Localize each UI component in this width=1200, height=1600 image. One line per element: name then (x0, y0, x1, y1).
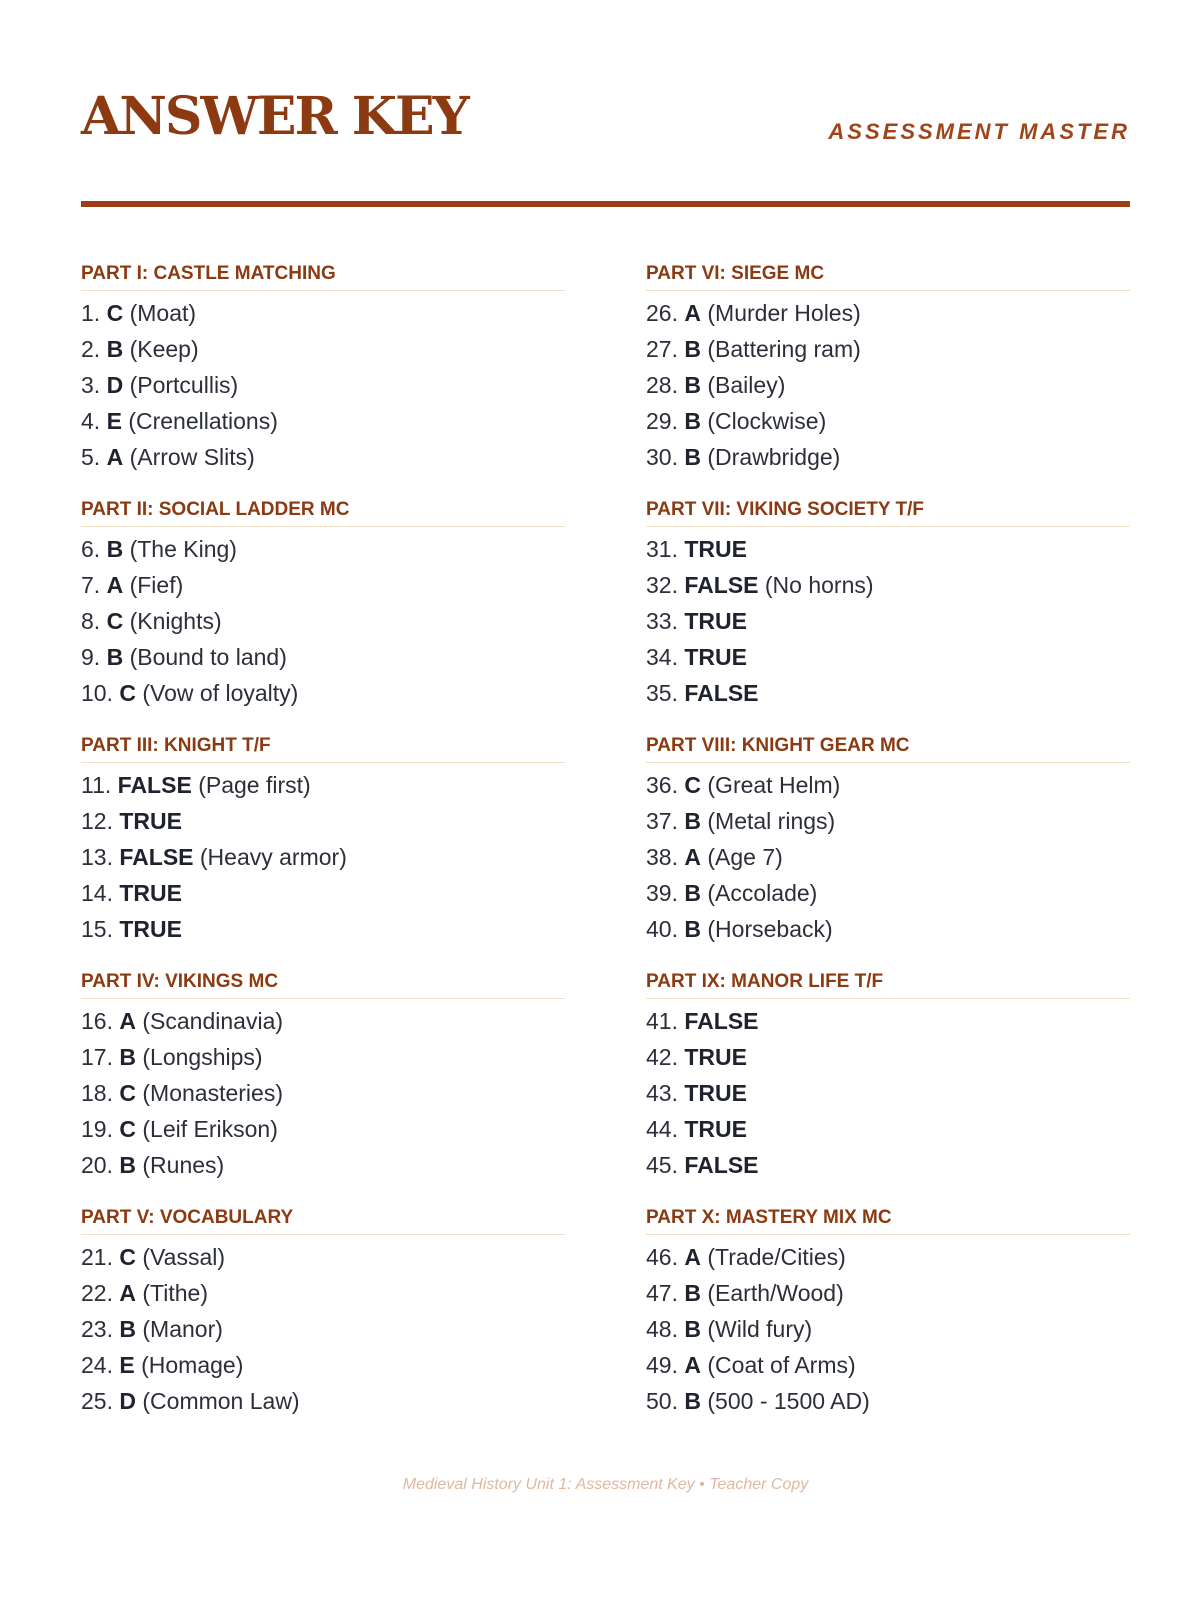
answer-item (81, 1111, 565, 1147)
section-title: PART IX: MANOR LIFE T/F (646, 970, 1130, 999)
answer-item (646, 1311, 1130, 1347)
answer-item (81, 1239, 565, 1275)
question-number: 36. (646, 772, 678, 798)
answer-section (646, 1206, 1130, 1442)
answer-item (646, 1347, 1130, 1383)
answer-letter: B (684, 408, 701, 434)
question-number: 31. (646, 536, 678, 562)
answer-letter: FALSE (117, 772, 192, 798)
answer-letter: C (119, 1080, 136, 1106)
answer-letter: A (684, 1244, 701, 1270)
page-subtitle: ASSESSMENT MASTER (828, 119, 1130, 144)
question-number: 28. (646, 372, 678, 398)
answer-note: (Great Helm) (707, 772, 841, 798)
answer-note: (Murder Holes) (707, 300, 861, 326)
question-number: 20. (81, 1152, 113, 1178)
answer-note: (No horns) (764, 572, 874, 598)
question-number: 48. (646, 1316, 678, 1342)
answer-letter: B (106, 336, 124, 362)
answer-item (646, 1111, 1130, 1147)
answer-section (646, 734, 1130, 970)
question-number: 4. (81, 408, 101, 434)
answer-note: (Scandinavia) (142, 1008, 284, 1034)
answer-item (81, 403, 565, 439)
section-title: PART VI: SIEGE MC (646, 262, 1130, 291)
section-title: PART I: CASTLE MATCHING (81, 262, 565, 291)
answer-item (81, 639, 565, 675)
answer-letter: TRUE (684, 536, 747, 562)
question-number: 1. (81, 300, 101, 326)
question-number: 18. (81, 1080, 113, 1106)
answer-note: (Arrow Slits) (129, 444, 255, 470)
header (81, 84, 1130, 154)
answer-item (646, 911, 1130, 947)
answer-note: (Page first) (198, 772, 311, 798)
answer-item (646, 295, 1130, 331)
question-number: 12. (81, 808, 113, 834)
answer-letter: B (684, 1316, 701, 1342)
answer-list (646, 1003, 1130, 1183)
answer-letter: B (684, 1388, 701, 1414)
question-number: 37. (646, 808, 678, 834)
answer-item (81, 1275, 565, 1311)
answer-list (646, 1239, 1130, 1419)
question-number: 35. (646, 680, 678, 706)
answer-letter: C (119, 1116, 136, 1142)
answer-item (81, 911, 565, 947)
answer-note: (Portcullis) (129, 372, 239, 398)
answer-note: (Keep) (129, 336, 199, 362)
answer-note: (Moat) (129, 300, 197, 326)
answer-key-page (81, 0, 1130, 1600)
question-number: 15. (81, 916, 113, 942)
answer-letter: FALSE (684, 1008, 759, 1034)
answer-item (81, 675, 565, 711)
question-number: 38. (646, 844, 678, 870)
answer-item (81, 603, 565, 639)
answer-item (81, 1039, 565, 1075)
answer-item (81, 1383, 565, 1419)
answer-letter: TRUE (684, 608, 747, 634)
section-title: PART II: SOCIAL LADDER MC (81, 498, 565, 527)
answer-letter: E (106, 408, 122, 434)
answer-item (646, 1039, 1130, 1075)
answer-letter: B (684, 916, 701, 942)
answer-note: (Accolade) (707, 880, 818, 906)
answer-item (646, 531, 1130, 567)
answer-item (646, 567, 1130, 603)
answer-item (81, 331, 565, 367)
answer-note: (The King) (129, 536, 237, 562)
answer-list (81, 767, 565, 947)
section-title: PART III: KNIGHT T/F (81, 734, 565, 763)
answer-item (81, 803, 565, 839)
answer-item (646, 1383, 1130, 1419)
answer-letter: TRUE (119, 880, 182, 906)
question-number: 34. (646, 644, 678, 670)
answer-item (646, 1075, 1130, 1111)
question-number: 7. (81, 572, 101, 598)
section-title: PART IV: VIKINGS MC (81, 970, 565, 999)
answer-letter: B (684, 1280, 701, 1306)
question-number: 50. (646, 1388, 678, 1414)
answer-letter: TRUE (119, 916, 182, 942)
answer-letter: B (106, 536, 124, 562)
answer-section (81, 1206, 565, 1442)
answer-item (81, 1147, 565, 1183)
answer-letter: B (684, 336, 701, 362)
answer-note: (Runes) (142, 1152, 225, 1178)
question-number: 10. (81, 680, 113, 706)
answer-item (646, 875, 1130, 911)
answer-item (646, 767, 1130, 803)
question-number: 24. (81, 1352, 113, 1378)
answer-note: (Bailey) (707, 372, 786, 398)
answer-item (81, 875, 565, 911)
answer-letter: B (684, 808, 701, 834)
answer-list (646, 531, 1130, 711)
answer-letter: TRUE (684, 1044, 747, 1070)
answer-item (81, 839, 565, 875)
answer-letter: B (684, 880, 701, 906)
answer-note: (Leif Erikson) (142, 1116, 278, 1142)
answer-letter: B (119, 1152, 136, 1178)
answer-letter: TRUE (119, 808, 182, 834)
answer-list (81, 1239, 565, 1419)
answer-letter: D (106, 372, 124, 398)
answer-note: (Battering ram) (707, 336, 861, 362)
question-number: 29. (646, 408, 678, 434)
answer-letter: A (106, 572, 124, 598)
answer-letter: A (119, 1008, 136, 1034)
answer-note: (Coat of Arms) (707, 1352, 856, 1378)
question-number: 5. (81, 444, 101, 470)
answer-item (646, 403, 1130, 439)
question-number: 39. (646, 880, 678, 906)
answer-note: (Homage) (141, 1352, 244, 1378)
answer-note: (Wild fury) (707, 1316, 813, 1342)
answer-note: (Bound to land) (129, 644, 287, 670)
answer-note: (Metal rings) (707, 808, 836, 834)
answer-letter: D (119, 1388, 136, 1414)
answer-letter: B (119, 1044, 136, 1070)
answer-letter: A (684, 844, 701, 870)
question-number: 30. (646, 444, 678, 470)
question-number: 32. (646, 572, 678, 598)
answer-item (81, 367, 565, 403)
answer-note: (Vow of loyalty) (142, 680, 299, 706)
question-number: 26. (646, 300, 678, 326)
answer-letter: C (119, 1244, 136, 1270)
answer-section (646, 970, 1130, 1206)
question-number: 22. (81, 1280, 113, 1306)
answer-letter: FALSE (684, 680, 759, 706)
answer-letter: B (684, 372, 701, 398)
answer-letter: C (119, 680, 136, 706)
question-number: 19. (81, 1116, 113, 1142)
answer-letter: A (684, 1352, 701, 1378)
answer-letter: FALSE (119, 844, 194, 870)
answer-item (81, 767, 565, 803)
section-title: PART X: MASTERY MIX MC (646, 1206, 1130, 1235)
answer-list (81, 1003, 565, 1183)
answer-letter: E (119, 1352, 135, 1378)
answer-note: (Vassal) (142, 1244, 226, 1270)
answer-item (646, 1239, 1130, 1275)
answer-note: (Horseback) (707, 916, 833, 942)
answer-section (81, 970, 565, 1206)
answer-letter: FALSE (684, 1152, 759, 1178)
answer-note: (Crenellations) (128, 408, 278, 434)
answer-note: (Age 7) (707, 844, 783, 870)
answer-note: (Monasteries) (142, 1080, 283, 1106)
answer-note: (Common Law) (142, 1388, 300, 1414)
question-number: 11. (81, 772, 112, 798)
right-column (646, 262, 1130, 1442)
answer-item (81, 531, 565, 567)
answer-note: (Clockwise) (707, 408, 827, 434)
question-number: 3. (81, 372, 101, 398)
answer-note: (Trade/Cities) (707, 1244, 846, 1270)
answer-letter: A (684, 300, 701, 326)
answer-note: (Manor) (142, 1316, 223, 1342)
answer-item (81, 567, 565, 603)
question-number: 2. (81, 336, 101, 362)
answer-item (81, 295, 565, 331)
question-number: 43. (646, 1080, 678, 1106)
question-number: 25. (81, 1388, 113, 1414)
answer-letter: TRUE (684, 1116, 747, 1142)
answer-letter: C (106, 300, 124, 326)
question-number: 40. (646, 916, 678, 942)
question-number: 42. (646, 1044, 678, 1070)
answer-item (646, 331, 1130, 367)
answer-section (646, 262, 1130, 498)
answer-section (81, 498, 565, 734)
footer-note: Medieval History Unit 1: Assessment Key • Teacher Copy (402, 1476, 809, 1493)
answer-note: (Fief) (129, 572, 184, 598)
answer-item (646, 1275, 1130, 1311)
answer-list (646, 767, 1130, 947)
answer-list (81, 531, 565, 711)
answer-item (81, 1075, 565, 1111)
left-column (81, 262, 565, 1442)
page-title: ANSWER KEY (81, 86, 468, 147)
answer-letter: A (119, 1280, 136, 1306)
answer-list (646, 295, 1130, 475)
answer-item (646, 1003, 1130, 1039)
question-number: 23. (81, 1316, 113, 1342)
question-number: 9. (81, 644, 101, 670)
section-title: PART VIII: KNIGHT GEAR MC (646, 734, 1130, 763)
answer-letter: B (684, 444, 701, 470)
section-title: PART V: VOCABULARY (81, 1206, 565, 1235)
question-number: 21. (81, 1244, 113, 1270)
question-number: 16. (81, 1008, 113, 1034)
answer-letter: C (106, 608, 124, 634)
question-number: 47. (646, 1280, 678, 1306)
answer-item (81, 439, 565, 475)
answer-section (81, 734, 565, 970)
question-number: 17. (81, 1044, 113, 1070)
answer-item (646, 367, 1130, 403)
answer-note: (Earth/Wood) (707, 1280, 844, 1306)
question-number: 45. (646, 1152, 678, 1178)
answer-item (646, 439, 1130, 475)
answer-letter: A (106, 444, 124, 470)
answer-section (81, 262, 565, 498)
answer-note: (Tithe) (142, 1280, 208, 1306)
question-number: 46. (646, 1244, 678, 1270)
question-number: 44. (646, 1116, 678, 1142)
question-number: 33. (646, 608, 678, 634)
question-number: 8. (81, 608, 101, 634)
answer-item (81, 1347, 565, 1383)
answer-note: (Longships) (142, 1044, 263, 1070)
answer-item (646, 803, 1130, 839)
answer-section (646, 498, 1130, 734)
answer-list (81, 295, 565, 475)
answer-letter: B (106, 644, 124, 670)
answer-item (646, 1147, 1130, 1183)
answer-letter: FALSE (684, 572, 759, 598)
answer-item (81, 1003, 565, 1039)
answer-letter: TRUE (684, 1080, 747, 1106)
answer-letter: B (119, 1316, 136, 1342)
answer-item (646, 603, 1130, 639)
answer-note: (Knights) (129, 608, 222, 634)
header-divider (81, 201, 1130, 207)
answer-note: (Heavy armor) (199, 844, 347, 870)
answer-note: (Drawbridge) (707, 444, 841, 470)
question-number: 27. (646, 336, 678, 362)
question-number: 14. (81, 880, 113, 906)
answer-item (646, 839, 1130, 875)
answer-letter: C (684, 772, 701, 798)
question-number: 13. (81, 844, 113, 870)
question-number: 6. (81, 536, 101, 562)
answer-item (646, 639, 1130, 675)
question-number: 41. (646, 1008, 678, 1034)
answer-note: (500 - 1500 AD) (707, 1388, 870, 1414)
question-number: 49. (646, 1352, 678, 1378)
section-title: PART VII: VIKING SOCIETY T/F (646, 498, 1130, 527)
answer-item (646, 675, 1130, 711)
answer-item (81, 1311, 565, 1347)
answer-letter: TRUE (684, 644, 747, 670)
